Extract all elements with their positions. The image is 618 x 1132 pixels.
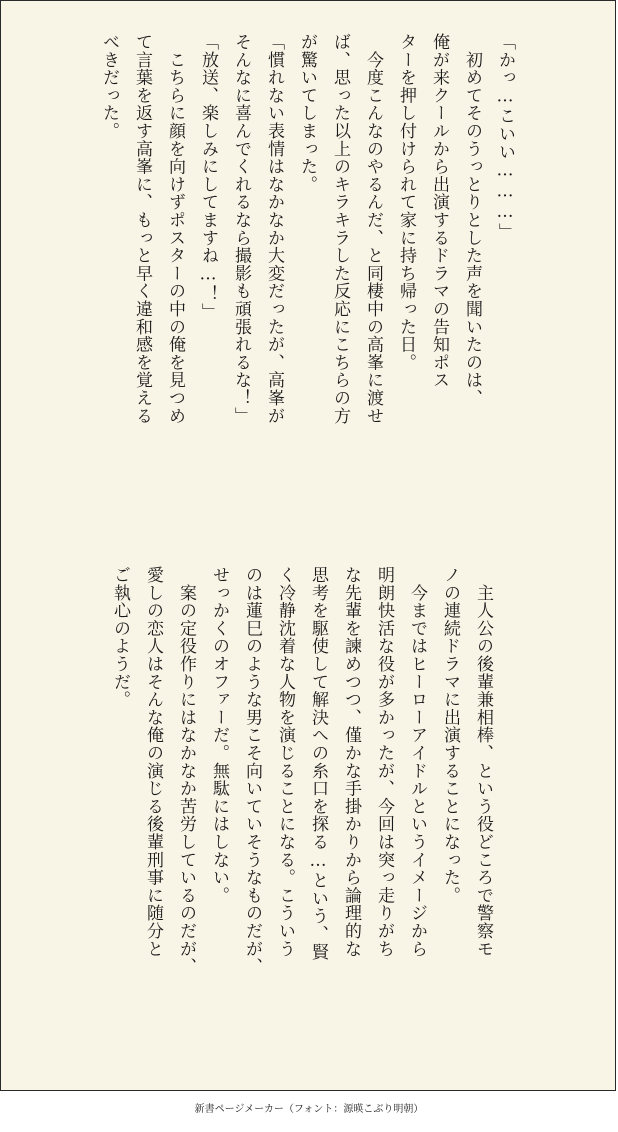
text-line: 今まではヒーローアイドルというイメージから	[407, 566, 427, 958]
text-line: 「慣れない表情はなかなか大変だったが、高峯が	[264, 33, 284, 425]
text-line: 思考を駆使して解決への糸口を探る…という、賢	[308, 566, 328, 961]
text-line: ノの連続ドラマに出演することになった。	[440, 566, 460, 905]
text-line: 「かっ…こいい………」	[495, 33, 515, 241]
text-line: く冷静沈着な人物を演じることになる。こういう	[275, 566, 295, 958]
lower-text-block	[1, 566, 521, 1066]
text-line: 今度こんなのやるんだ、と同棲中の高峯に渡せ	[363, 33, 383, 425]
text-line: のは蓮巳のような男こそ向いていそうなものだが、	[242, 566, 262, 976]
text-line: ば、思った以上のキラキラした反応にこちらの方	[330, 33, 350, 425]
text-line: ご執心のようだ。	[110, 566, 130, 709]
text-line: 主人公の後輩兼相棒、という役どころで警察モ	[473, 566, 493, 958]
text-line: て言葉を返す高峯に、もっと早く違和感を覚える	[132, 33, 152, 425]
text-line: こちらに顔を向けずポスターの中の俺を見つめ	[165, 33, 185, 425]
text-line: 俺が来クールから出演するドラマの告知ポス	[429, 33, 449, 389]
upper-vertical-text	[92, 33, 521, 535]
text-line: 明朗快活な役が多かったが、今回は突っ走りがち	[374, 566, 394, 958]
text-line: な先輩を諫めつつ、僅かな手掛かりから論理的な	[341, 566, 361, 958]
upper-text-block	[1, 33, 521, 535]
text-line: 愛しの恋人はそんな俺の演じる後輩刑事に随分と	[143, 566, 163, 958]
text-line: 「放送、楽しみにしてますね…！」	[198, 33, 218, 321]
text-line: が驚いてしまった。	[297, 33, 317, 194]
text-line: ターを押し付けられて家に持ち帰った日。	[396, 33, 416, 372]
lower-vertical-text	[103, 566, 499, 1066]
text-line: 初めてそのうっとりとした声を聞いたのは、	[462, 33, 482, 407]
text-line: 案の定役作りにはなかなか苦労しているのだが、	[176, 566, 196, 976]
text-line: べきだった。	[99, 33, 119, 140]
text-line: せっかくのオファーだ。無駄にはしない。	[209, 566, 229, 905]
footer-credit: 新書ページメーカー（フォント：源暎こぶり明朝）	[194, 1104, 424, 1115]
text-line: そんなに喜んでくれるなら撮影も頑張れるな！」	[231, 33, 251, 425]
